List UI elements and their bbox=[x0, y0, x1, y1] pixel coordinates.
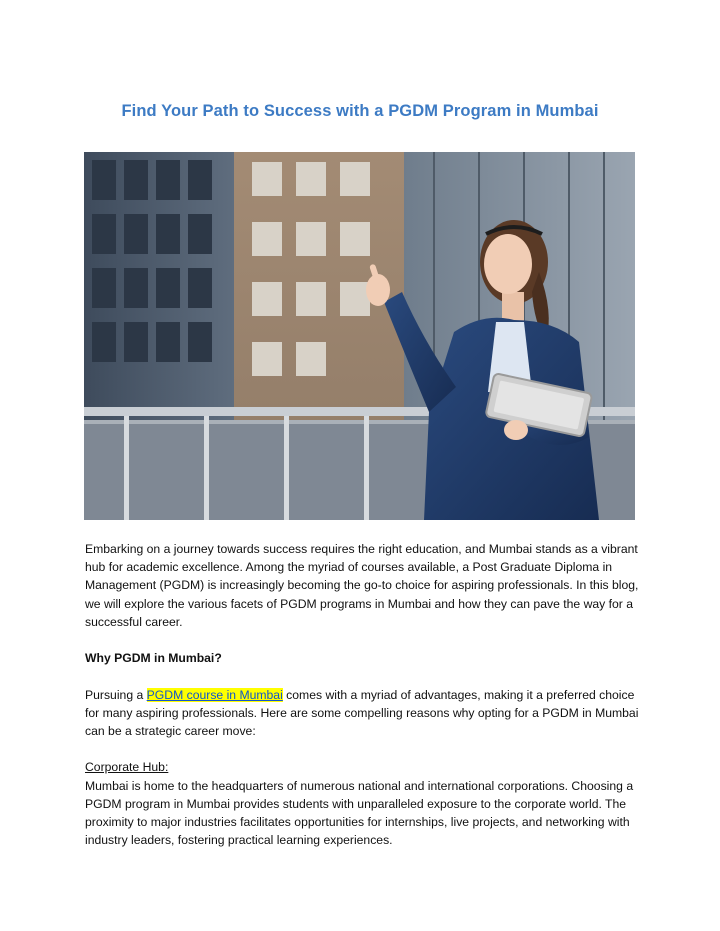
section-paragraph bbox=[85, 686, 645, 741]
section-heading: Why PGDM in Mumbai? bbox=[85, 651, 222, 666]
pgdm-course-link[interactable]: PGDM course in Mumbai bbox=[146, 687, 283, 702]
article-body bbox=[85, 540, 645, 849]
page-title: Find Your Path to Success with a PGDM Program in Mumbai bbox=[121, 102, 599, 120]
intro-paragraph: Embarking on a journey towards success requires the right education, and Mumbai stands as a vibrant hub for academic excellence. Among the myriad of courses available, a Post Graduate Diploma in Management (PGDM) is increasingly becoming the go-to choice for aspiring professionals. In this blog, we will explore the various facets of PGDM programs in Mumbai and how they can pave the way for a successful career. bbox=[85, 542, 639, 629]
section-text-after-link: comes with a myriad of advantages, making it a preferred choice for many aspiring professionals. Here are some compelling reasons why opting for a PGDM in Mumbai can be a strategic career move: bbox=[85, 687, 639, 738]
corporate-hub-heading: Corporate Hub: bbox=[85, 760, 169, 775]
corporate-hub-paragraph: Mumbai is home to the headquarters of numerous national and international corporations. Choosing a PGDM program in Mumbai provides students with unparalleled exposure to the corporate world. The proximity to major industries facilitates opportunities for internships, live projects, and networking with industry leaders, fostering practical learning experiences. bbox=[85, 778, 634, 848]
section-text-before-link: Pursuing a bbox=[85, 687, 147, 702]
hero-image bbox=[84, 152, 635, 520]
